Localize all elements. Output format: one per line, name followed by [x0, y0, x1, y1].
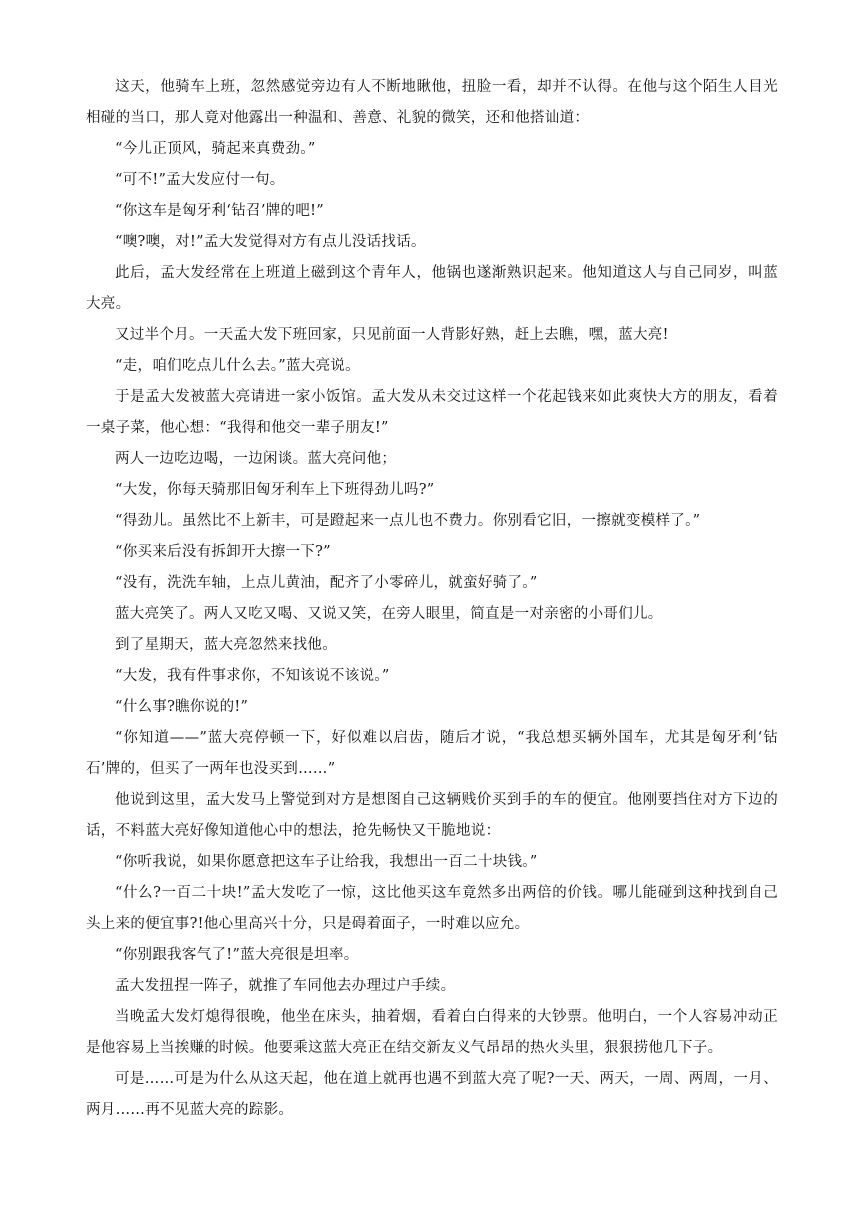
paragraph: “你知道——”蓝大亮停顿一下，好似难以启齿，随后才说，“我总想买辆外国车，尤其是匈牙利‘钻石’牌的，但买了一两年也没买到……”: [86, 730, 778, 777]
paragraph: “得劲儿。虽然比不上新丰，可是蹬起来一点儿也不费力。你别看它旧，一擦就变模样了。”: [115, 513, 701, 529]
paragraph: “你别跟我客气了!”蓝大亮很是坦率。: [115, 947, 359, 963]
paragraph: “大发，你每天骑那旧匈牙利车上下班得劲儿吗?”: [115, 482, 435, 498]
paragraph: 孟大发扭捏一阵子，就推了车同他去办理过户手续。: [115, 978, 456, 994]
story-text: [86, 72, 778, 1126]
paragraph: “没有，洗洗车轴，上点儿黄油，配齐了小零碎儿，就蛮好骑了。”: [115, 575, 538, 591]
paragraph: 到了星期天，蓝大亮忽然来找他。: [115, 637, 337, 653]
paragraph: 他说到这里，孟大发马上警觉到对方是想图自己这辆贱价买到手的车的便宜。他刚要挡住对方下边的话，不料蓝大亮好像知道他心中的想法，抢先畅快又干脆地说：: [86, 792, 778, 839]
paragraph: “今儿正顶风，骑起来真费劲。”: [115, 141, 316, 157]
paragraph: 此后，孟大发经常在上班道上磁到这个青年人，他锅也遂渐熟识起来。他知道这人与自己同岁，叫蓝大亮。: [86, 265, 778, 312]
paragraph: “走，咱们吃点儿什么去。”蓝大亮说。: [115, 358, 360, 374]
paragraph: “你买来后没有拆卸开大擦一下?”: [115, 544, 331, 560]
paragraph: “可不!”孟大发应付一句。: [115, 172, 285, 188]
paragraph: 可是……可是为什么从这天起，他在道上就再也遇不到蓝大亮了呢?一天、两天，一周、两周，一月、两月……再不见蓝大亮的踪影。: [86, 1071, 778, 1118]
paragraph: “什么?一百二十块!”孟大发吃了一惊，这比他买这车竟然多出两倍的价钱。哪儿能碰到这种找到自己头上来的便宜事?!他心里高兴十分，只是碍着面子，一时难以应允。: [86, 885, 778, 932]
paragraph: “大发，我有件事求你，不知该说不该说。”: [115, 668, 390, 684]
paragraph: 两人一边吃边喝，一边闲谈。蓝大亮问他；: [115, 451, 397, 467]
paragraph: “噢?噢，对!”孟大发觉得对方有点儿没话找话。: [115, 234, 426, 250]
paragraph: “你听我说，如果你愿意把这车子让给我，我想出一百二十块钱。”: [115, 854, 538, 870]
paragraph: 当晚孟大发灯熄得很晚，他坐在床头，抽着烟，看着白白得来的大钞票。他明白，一个人容易冲动正是他容易上当挨赚的时候。他要乘这蓝大亮正在结交新友义气昂昂的热火头里，狠狠捞他几下子。: [86, 1009, 778, 1056]
paragraph: 又过半个月。一天孟大发下班回家，只见前面一人背影好熟，赶上去瞧，嘿，蓝大亮!: [115, 327, 669, 343]
paragraph: 于是孟大发被蓝大亮请进一家小饭馆。孟大发从未交过这样一个花起钱来如此爽快大方的朋友，看着一桌子菜，他心想：“我得和他交一辈子朋友!”: [86, 389, 778, 436]
paragraph: “什么事?瞧你说的!”: [115, 699, 249, 715]
paragraph: “你这车是匈牙利‘钻召’牌的吧!”: [115, 203, 324, 219]
paragraph: 这天，他骑车上班，忽然感觉旁边有人不断地瞅他，扭脸一看，却并不认得。在他与这个陌生人目光相碰的当口，那人竟对他露出一种温和、善意、礼貌的微笑，还和他搭讪道：: [86, 79, 778, 126]
paragraph: 蓝大亮笑了。两人又吃又喝、又说又笑，在旁人眼里，简直是一对亲密的小哥们儿。: [115, 606, 663, 622]
